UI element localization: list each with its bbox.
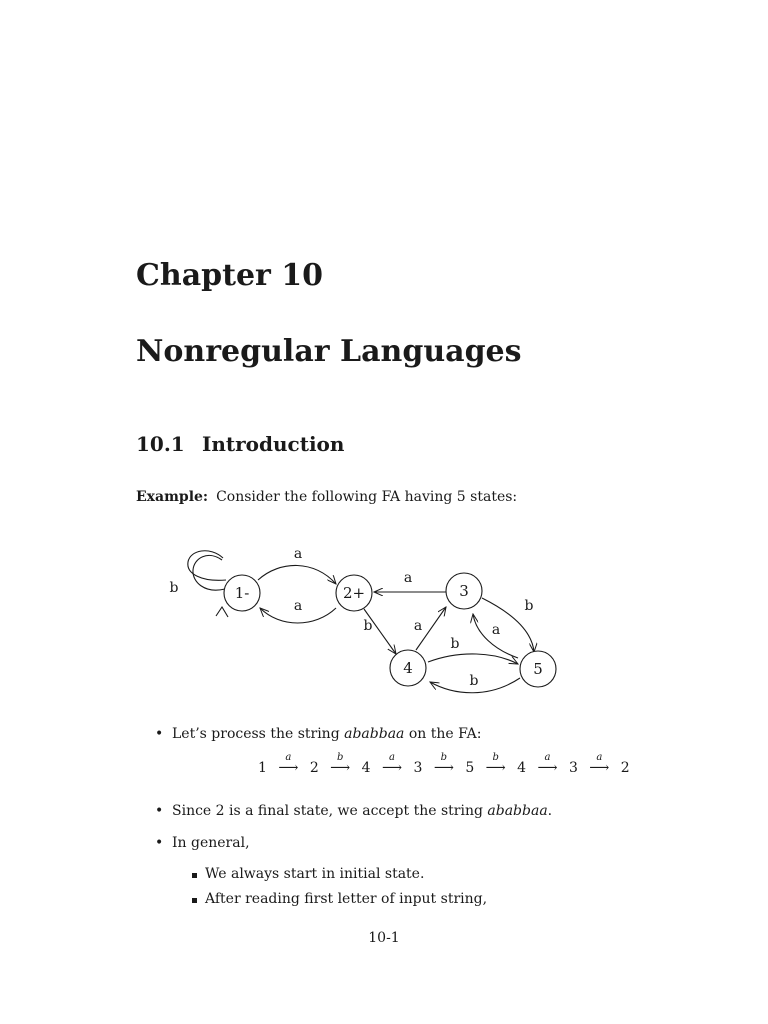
seq-arrow: b ⟶ (429, 760, 459, 776)
label-5-3: a (491, 622, 501, 638)
seq-letter: a (285, 752, 292, 763)
label-4-3: a (413, 618, 423, 634)
seq-state: 2 (620, 760, 630, 776)
label-1-2: a (293, 546, 303, 562)
chapter-label: Chapter 10 (136, 258, 324, 293)
state-1-label: 1- (234, 584, 250, 602)
section-title: Introduction (202, 432, 345, 456)
example-label: Example: (136, 489, 209, 505)
edge-loop-1 (193, 555, 225, 590)
seq-letter: a (389, 752, 396, 763)
label-2-4: b (363, 618, 373, 634)
edge-1-2 (258, 565, 336, 584)
bullet-text: . (547, 803, 553, 819)
label-3-2: a (403, 570, 413, 586)
sub-bullet-text: We always start in initial state. (205, 866, 425, 882)
sub-bullet-text: After reading first letter of input string, (205, 891, 488, 907)
seq-arrow: a ⟶ (377, 760, 407, 776)
state-5-label: 5 (533, 660, 543, 678)
state-3-label: 3 (459, 582, 469, 600)
bullet-text: on the FA: (404, 726, 482, 742)
bullet-dot: • (155, 803, 164, 819)
seq-state: 4 (361, 760, 371, 776)
edge-4-5 (428, 654, 518, 664)
label-2-1: a (293, 598, 303, 614)
bullet-dot: • (155, 835, 164, 851)
seq-arrow: b ⟶ (481, 760, 511, 776)
chapter-title: Nonregular Languages (136, 334, 522, 369)
state-4-label: 4 (403, 659, 413, 677)
sub-bullet-square (192, 873, 197, 878)
label-5-4: b (469, 673, 479, 689)
seq-state: 2 (309, 760, 319, 776)
example-text: Consider the following FA having 5 states: (216, 489, 518, 505)
processing-sequence (258, 752, 630, 776)
seq-arrow: a ⟶ (584, 760, 614, 776)
seq-letter: b (440, 752, 448, 763)
seq-letter: a (596, 752, 603, 763)
seq-arrow: a ⟶ (533, 760, 563, 776)
bullet-text: In general, (172, 835, 250, 851)
seq-state: 4 (517, 760, 527, 776)
bullet-string: ababbaa (344, 726, 405, 742)
seq-state: 3 (568, 760, 578, 776)
page-number: 10-1 (368, 930, 400, 946)
example-paragraph (136, 489, 517, 505)
bullet-string: ababbaa (487, 803, 548, 819)
seq-state: 3 (413, 760, 423, 776)
bullet-dot: • (155, 726, 164, 742)
bullet-text: Let’s process the string (172, 726, 345, 742)
sub-bullet-square (192, 898, 197, 903)
seq-letter: a (544, 752, 551, 763)
section-number: 10.1 (136, 432, 185, 456)
state-2-label: 2+ (342, 584, 366, 602)
label-4-5: b (450, 636, 460, 652)
seq-arrow: b ⟶ (325, 760, 355, 776)
seq-letter: b (337, 752, 344, 763)
edge-loop-1-visible (188, 551, 228, 617)
seq-letter: b (492, 752, 499, 763)
fa-diagram (150, 538, 570, 698)
label-loop-1: b (169, 580, 179, 596)
seq-arrow: a ⟶ (273, 760, 303, 776)
seq-state: 5 (465, 760, 475, 776)
section-heading (136, 432, 344, 456)
bullet-text: Since 2 is a final state, we accept the string (172, 803, 488, 819)
seq-state: 1 (258, 760, 267, 776)
label-3-5: b (524, 598, 534, 614)
